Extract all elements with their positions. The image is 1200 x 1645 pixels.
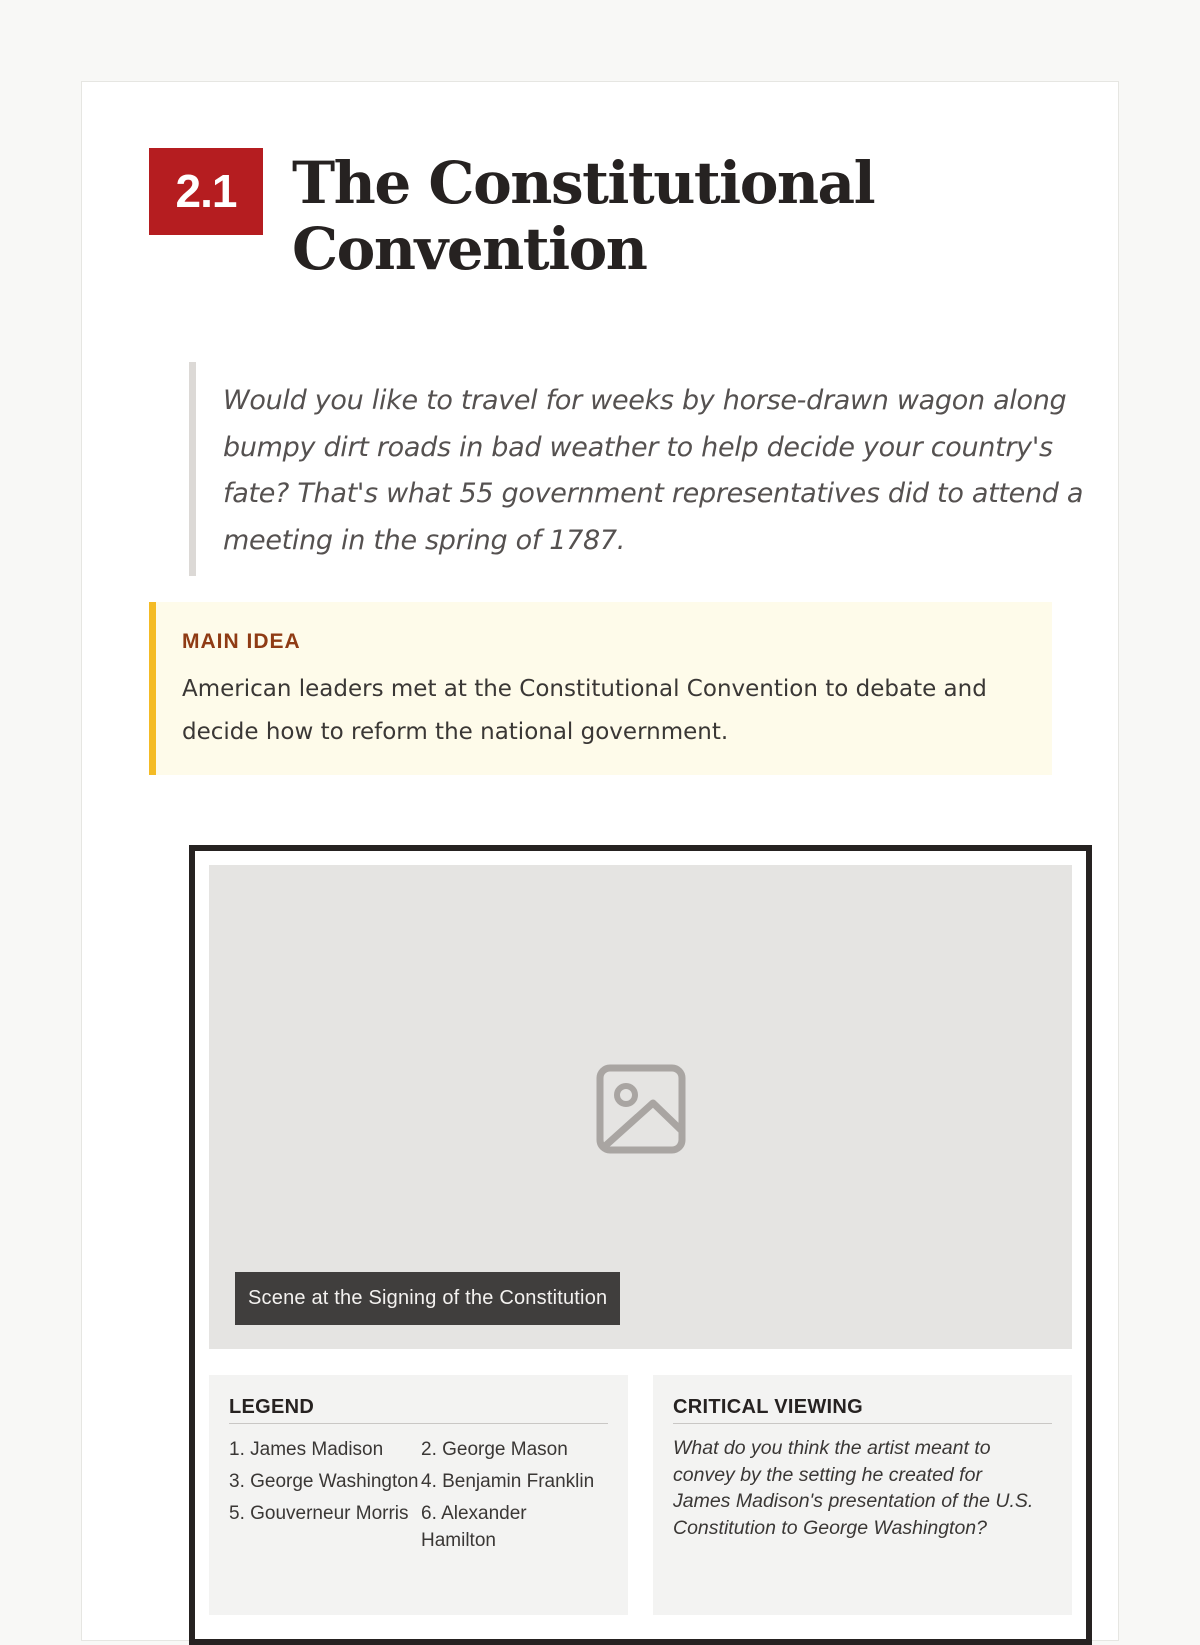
legend-item: 6. Alexander Hamilton (421, 1503, 527, 1551)
critical-viewing-heading: CRITICAL VIEWING (673, 1395, 1052, 1424)
critical-viewing-question: What do you think the artist meant to convey by the setting he created for James Madison's presentation of the U.S. Constitution to George Washington? (673, 1437, 1034, 1539)
intro-text: Would you like to travel for weeks by horse-drawn wagon along bumpy dirt roads in bad weather to help decide your country's fate? That's what 55 government representatives did to attend a meeting in the spring of 1787. (223, 385, 1084, 556)
figure-caption: Scene at the Signing of the Constitution (235, 1272, 620, 1325)
image-placeholder-icon (595, 1063, 687, 1155)
main-idea-text: American leaders met at the Constitutional Convention to debate and decide how to reform the national government. (182, 676, 987, 745)
legend-panel (209, 1375, 628, 1615)
section-title: The Constitutional Convention (292, 149, 875, 283)
legend-item: 2. George Mason (421, 1439, 568, 1460)
critical-viewing-panel (653, 1375, 1072, 1615)
main-idea-label: MAIN IDEA (182, 630, 301, 653)
legend-item: 3. George Washington (229, 1471, 419, 1492)
legend-item: 5. Gouverneur Morris (229, 1503, 409, 1524)
section-number-badge: 2.1 (149, 148, 263, 235)
legend-list (229, 1436, 608, 1554)
intro-quote (189, 362, 1092, 576)
legend-item: 4. Benjamin Franklin (421, 1471, 595, 1492)
figure-image-placeholder (209, 865, 1072, 1349)
figure-box (189, 845, 1092, 1645)
section-header (149, 148, 1012, 282)
legend-item: 1. James Madison (229, 1439, 384, 1460)
legend-heading: LEGEND (229, 1395, 608, 1424)
main-idea-box (149, 602, 1052, 775)
